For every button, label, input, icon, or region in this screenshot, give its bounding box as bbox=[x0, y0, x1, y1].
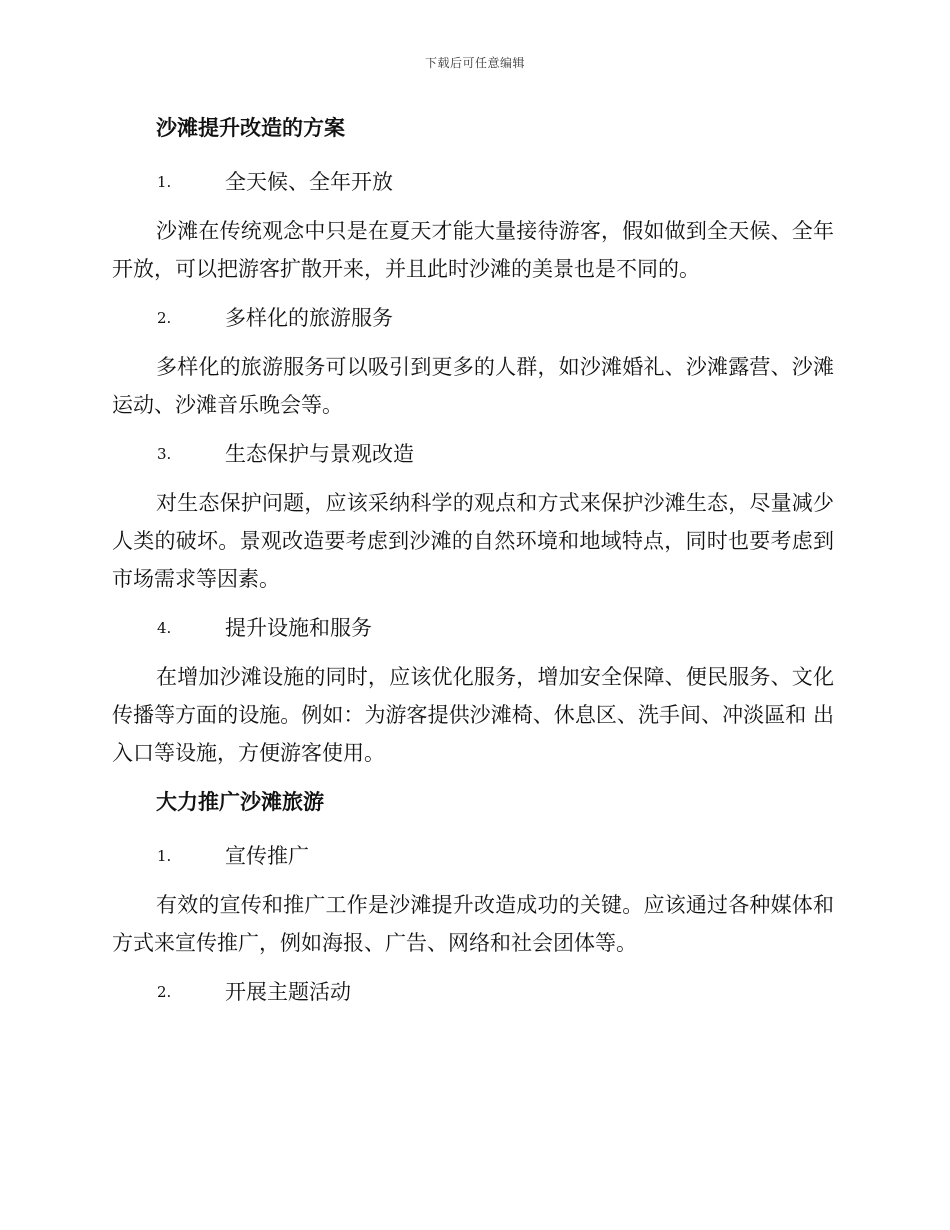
list-number: 1. bbox=[157, 173, 172, 191]
list-number: 3. bbox=[157, 445, 172, 463]
paragraph: 沙滩在传统观念中只是在夏天才能大量接待游客，假如做到全天候、全年开放，可以把游客扩散开来，并且此时沙滩的美景也是不同的。 bbox=[112, 219, 834, 281]
paragraph: 多样化的旅游服务可以吸引到更多的人群，如沙滩婚礼、沙滩露营、沙滩运动、沙滩音乐晚会等。 bbox=[112, 355, 834, 417]
list-item-heading bbox=[157, 840, 834, 872]
list-label: 全天候、全年开放 bbox=[225, 170, 393, 194]
list-item-heading bbox=[157, 166, 834, 198]
list-number: 1. bbox=[157, 847, 172, 865]
paragraph: 在增加沙滩设施的同时，应该优化服务，增加安全保障、便民服务、文化传播等方面的设施。例如：为游客提供沙滩椅、休息区、洗手间、冲淡區和 出入口等设施，方便游客使用。 bbox=[112, 665, 834, 765]
header-note: 下载后可任意编辑 bbox=[424, 56, 525, 70]
list-label: 多样化的旅游服务 bbox=[225, 306, 393, 330]
list-number: 4. bbox=[157, 619, 172, 637]
list-label: 生态保护与景观改造 bbox=[225, 442, 414, 466]
section-heading: 沙滩提升改造的方案 bbox=[156, 115, 345, 140]
list-item-heading bbox=[157, 612, 834, 644]
list-item-heading bbox=[157, 302, 834, 334]
paragraph: 对生态保护问题，应该采纳科学的观点和方式来保护沙滩生态，尽量减少人类的破坏。景观改造要考虑到沙滩的自然环境和地域特点，同时也要考虑到市场需求等因素。 bbox=[112, 491, 834, 591]
list-number: 2. bbox=[157, 309, 172, 327]
paragraph: 有效的宣传和推广工作是沙滩提升改造成功的关键。应该通过各种媒体和方式来宣传推广，例如海报、广告、网络和社会团体等。 bbox=[112, 893, 834, 955]
list-item-heading bbox=[157, 976, 834, 1008]
list-label: 宣传推广 bbox=[225, 844, 309, 868]
list-label: 开展主题活动 bbox=[225, 980, 351, 1004]
list-label: 提升设施和服务 bbox=[225, 616, 372, 640]
document-body bbox=[112, 112, 834, 1008]
list-number: 2. bbox=[157, 983, 172, 1001]
list-item-heading bbox=[157, 438, 834, 470]
section-heading: 大力推广沙滩旅游 bbox=[156, 789, 324, 814]
